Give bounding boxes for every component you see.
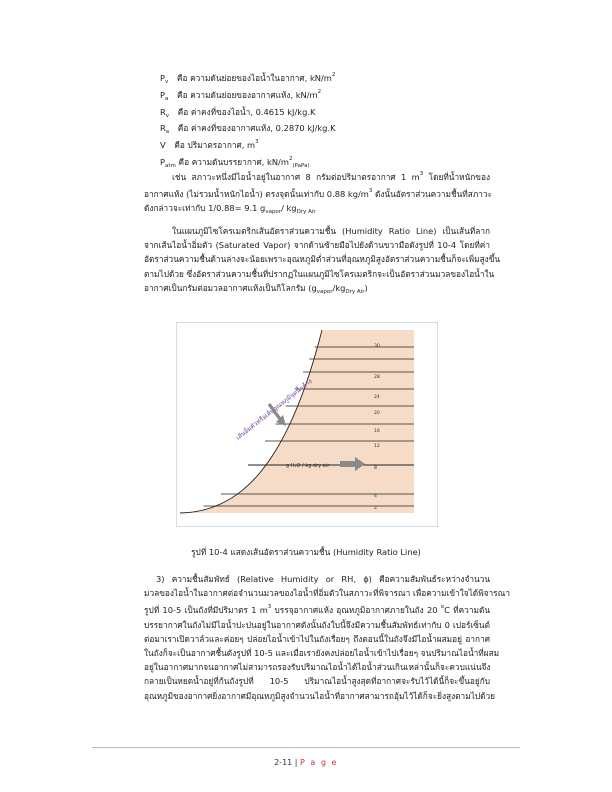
- paragraph-line: ต่อมาเราเปิดวาล์วและค่อยๆ ปล่อยไอน้ำเข้าไปในถังเรื่อยๆ ถึงตอนนี้ในถังจึงมีไอน้ำผสมอยู่ อากาศ: [144, 633, 490, 644]
- symbol-row: [160, 70, 335, 88]
- symbol-subscript: a: [165, 95, 169, 102]
- text: C ที่ความดัน: [444, 605, 491, 616]
- example-paragraph: [144, 167, 493, 220]
- superscript: 3: [419, 171, 424, 177]
- tick-label: 4: [374, 494, 377, 499]
- text: อากาศเป็นกรัมต่อมวลอากาศแห้งเป็นกิโลกรัม (g: [144, 282, 317, 293]
- text: เช่น สภาวะหนึ่งมีไอน้ำอยู่ในอากาศ 8 กรัมต่อปริมาตรอากาศ 1 m: [172, 172, 420, 182]
- symbol-definition: คือ ค่าคงที่ของไอน้ำ, 0.4615 kJ/kg.K: [175, 106, 316, 117]
- text: อากาศแห้ง (ไม่รวมน้ำหนักไอน้ำ) ตรงจุดนั้นเท่ากับ 0.88 kg/m: [144, 189, 369, 200]
- figure-caption: รูปที่ 10-4 แสดงเส้นอัตราส่วนความชื้น (Humidity Ratio Line): [191, 547, 421, 557]
- paragraph-line: อยู่ในอากาศมากจนอากาศไม่สามารถรองรับปริมาณไอน้ำได้ไอน้ำส่วนเกินเหล่านั้นก็จะควบแน่นจึง: [144, 662, 491, 673]
- line-unit-label: g H₂O / kg dry air: [286, 463, 330, 469]
- symbol-row: [160, 120, 336, 138]
- symbol-subscript: a: [165, 129, 170, 136]
- symbol-definition: คือ ปริมาตรอากาศ, m: [171, 140, 256, 151]
- text: / kg: [281, 203, 297, 214]
- symbol-row: [160, 137, 259, 155]
- symbol: V: [160, 140, 166, 151]
- subscript: Dry Air: [296, 209, 316, 216]
- symbol-definition: คือ ความดันย่อยของไอน้ำในอากาศ, kN/m: [174, 73, 332, 83]
- symbol-subscript: v: [165, 79, 169, 85]
- subscript: vapor: [316, 288, 333, 295]
- tick-label: 8: [374, 466, 377, 471]
- symbol: P: [160, 157, 166, 167]
- symbol: P: [160, 89, 166, 100]
- symbol-definition: คือ ค่าคงที่ของอากาศแห้ง, 0.2870 kJ/kg.K: [175, 123, 336, 134]
- relative-humidity-paragraph: [144, 572, 510, 703]
- tick-label: 12: [374, 444, 380, 449]
- paragraph-line: ตามไปด้วย ซึ่งอัตราส่วนความชื้นที่ปรากฏในแผนภูมิไซโครเมตริกจะเป็นอัตราส่วนมวลของไอน้ำใน: [144, 268, 495, 279]
- paragraph-line: จากเส้นไอน้ำอิ่มตัว (Saturated Vapor) จากด้านซ้ายมือไปยังด้านขวามือดังรูปที่ 10-4 โดยที่ค่า: [144, 240, 490, 251]
- paragraph-line: อุณหภูมิของอากาศยิ่งอากาศมีอุณหภูมิสูงจำนวนไอน้ำที่อากาศสามารถอุ้มไว้ได้ก็จะยิ่งสูงตามไปด้วย: [144, 690, 496, 701]
- page-footer: [0, 758, 612, 767]
- tick-label: 16: [374, 429, 380, 434]
- symbol: R: [160, 106, 166, 117]
- paragraph-line: อัตราส่วนความชื้นด้านล่างจะน้อยเพราะอุณหภูมิต่ำส่วนที่อุณหภูมิสูงอัตราส่วนความชื้นก็จะเพิ่มสูงขึ้น: [144, 254, 501, 265]
- subscript: vapor: [265, 209, 282, 216]
- subscript: Dry Air: [345, 288, 365, 295]
- text: ดังกล่าวจะเท่ากับ 1/0.88= 9.1 g: [144, 203, 266, 214]
- tick-label: 2: [374, 506, 377, 511]
- text: ): [364, 282, 368, 293]
- tick-label: 30: [374, 344, 380, 349]
- paragraph-line: 3) ความชื้นสัมพัทธ์ (Relative Humidity or RH, ϕ) คือความสัมพันธ์ระหว่างจำนวน: [156, 574, 490, 584]
- text: ดังนั้นอัตราส่วนความชื้นที่สภาวะ: [372, 189, 493, 200]
- superscript: 3: [368, 188, 373, 195]
- symbol-subscript: atm: [165, 163, 176, 169]
- page-label: P a g e: [300, 758, 338, 767]
- symbol-row: [160, 104, 315, 122]
- paragraph-line: ในแผนภูมิไซโครเมตริกเส้นอัตราส่วนความชื้น (Humidity Ratio Line) เป็นเส้นที่ลาก: [172, 226, 490, 236]
- tick-label: 20: [374, 411, 380, 416]
- text: บรรจุอากาศแห้ง อุณหภูมิอากาศภายในถัง 20: [271, 605, 441, 616]
- superscript: 2: [288, 156, 293, 162]
- humidity-ratio-paragraph: [144, 224, 501, 299]
- superscript: o: [440, 604, 445, 611]
- symbol-definition: คือ ความดันบรรยากาศ, kN/m: [178, 157, 289, 167]
- paragraph-line: กลายเป็นหยดน้ำอยู่ที่ก้นถังรูปที่ 10-5 ปริมาณไอน้ำสูงสุดที่อากาศจะรับไว้ได้นี้ก็จะขึ้นอยู่กับ: [144, 676, 490, 687]
- tick-label: 24: [374, 395, 380, 400]
- paragraph-line: ในถังก็จะเป็นอากาศชื้นดังรูปที่ 10-5 และเมื่อเรายังคงปล่อยไอน้ำเข้าไปเรื่อยๆ จนปริมาณไอน้ำที่ผสม: [144, 648, 500, 659]
- tick-label: 28: [374, 375, 380, 380]
- footer-separator: |: [294, 758, 298, 767]
- symbol-unit-note: (PaPa): [292, 163, 310, 169]
- paragraph-line: บรรยากาศในถังไม่มีไอน้ำปะปนอยู่ในอากาศดังนั้นถังใบนี้จึงมีความชื้นสัมพัทธ์เท่ากับ 0 เปอร์เซ็นต์: [144, 619, 490, 630]
- superscript: 3: [255, 139, 259, 146]
- paragraph-line: มวลของไอน้ำในอากาศต่อจำนวนมวลของไอน้ำที่อิ่มตัวในสภาวะที่พิจารณา เพื่อความเข้าใจได้พิจารณา: [144, 588, 510, 599]
- superscript: 2: [331, 72, 336, 78]
- text: โดยที่น้ำหนักของ: [423, 172, 490, 182]
- superscript: 2: [317, 88, 322, 95]
- symbol: R: [160, 123, 166, 134]
- symbol-subscript: v: [165, 112, 170, 119]
- superscript: 3: [267, 604, 272, 611]
- symbol-row: [160, 87, 321, 105]
- symbol: P: [160, 73, 166, 83]
- symbol-definition: คือ ความดันย่อยของอากาศแห้ง, kN/m: [174, 89, 318, 100]
- humidity-ratio-figure: [176, 322, 438, 527]
- footer-divider: [92, 747, 520, 748]
- text: รูปที่ 10-5 เป็นถังที่มีปริมาตร 1 m: [144, 605, 268, 616]
- page-number: 2-11: [274, 758, 293, 767]
- text: /kg: [332, 282, 346, 293]
